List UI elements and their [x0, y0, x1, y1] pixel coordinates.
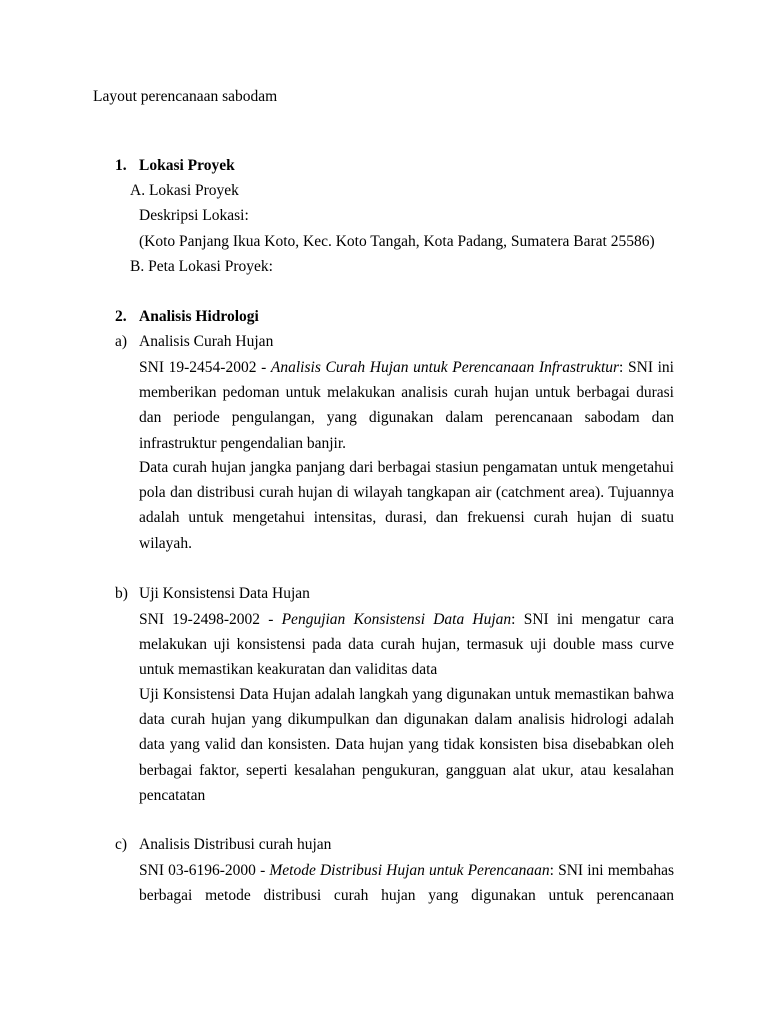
paragraph-a: Data curah hujan jangka panjang dari berbagai stasiun pengamatan untuk mengetahui pola dan distribusi curah hujan di wilayah tangkapan air (catchment area). Tujuannya adalah untuk mengetahui intensitas, durasi, dan frekuensi curah hujan di suatu wilayah.	[139, 459, 674, 552]
standard-reference-a	[139, 355, 674, 456]
standard-title: Metode Distribusi Hujan untuk Perencanaan	[269, 862, 550, 879]
subsection-c-title: Analisis Distribusi curah hujan	[139, 836, 332, 853]
subsection-a-title: Analisis Curah Hujan	[139, 333, 274, 350]
subsection-b-title: Uji Konsistensi Data Hujan	[139, 585, 310, 602]
section-1a-label: A. Lokasi Proyek	[130, 182, 239, 199]
standard-code: SNI 19-2498-2002 -	[139, 611, 282, 628]
subsection-a-marker: a)	[115, 333, 128, 350]
section-1-number: 1.	[115, 157, 127, 174]
paragraph-b: Uji Konsistensi Data Hujan adalah langkah yang digunakan untuk memastikan bahwa data curah hujan yang dikumpulkan dan digunakan dalam analisis hidrologi adalah data yang valid dan konsisten. Data hujan yang tidak konsisten bisa disebabkan oleh berbagai faktor, seperti kesalahan pengukuran, gangguan alat ukur, atau kesalahan pencatatan	[139, 686, 674, 804]
section-1b-label: B. Peta Lokasi Proyek:	[130, 258, 273, 275]
standard-description: : SNI ini mengatur cara melakukan uji konsistensi pada data curah hujan, termasuk uji double mass curve untuk memastikan keakuratan dan validitas data	[139, 611, 674, 679]
standard-description: : SNI ini memberikan pedoman untuk melakukan analisis curah hujan untuk berbagai durasi dan periode pengulangan, yang digunakan dalam perencanaan sabodam dan infrastruktur pengendalian banjir.	[139, 359, 674, 452]
document-title: Layout perencanaan sabodam	[93, 88, 278, 105]
standard-code: SNI 03-6196-2000 -	[139, 862, 270, 879]
standard-title: Analisis Curah Hujan untuk Perencanaan Infrastruktur	[270, 359, 620, 376]
section-2-number: 2.	[115, 308, 127, 325]
subsection-c-marker: c)	[115, 836, 128, 853]
standard-reference-b	[139, 607, 674, 683]
standard-title: Pengujian Konsistensi Data Hujan	[281, 611, 512, 628]
section-2-heading: Analisis Hidrologi	[139, 308, 259, 325]
location-address: (Koto Panjang Ikua Koto, Kec. Koto Tangah, Kota Padang, Sumatera Barat 25586)	[139, 233, 655, 250]
section-1-heading: Lokasi Proyek	[139, 157, 235, 174]
subsection-b-marker: b)	[115, 585, 128, 602]
standard-reference-c	[139, 858, 674, 908]
standard-description: : SNI ini membahas berbagai metode distribusi curah hujan yang digunakan untuk perencanaan	[139, 862, 674, 905]
standard-code: SNI 19-2454-2002 -	[139, 359, 271, 376]
location-description-label: Deskripsi Lokasi:	[139, 207, 249, 224]
